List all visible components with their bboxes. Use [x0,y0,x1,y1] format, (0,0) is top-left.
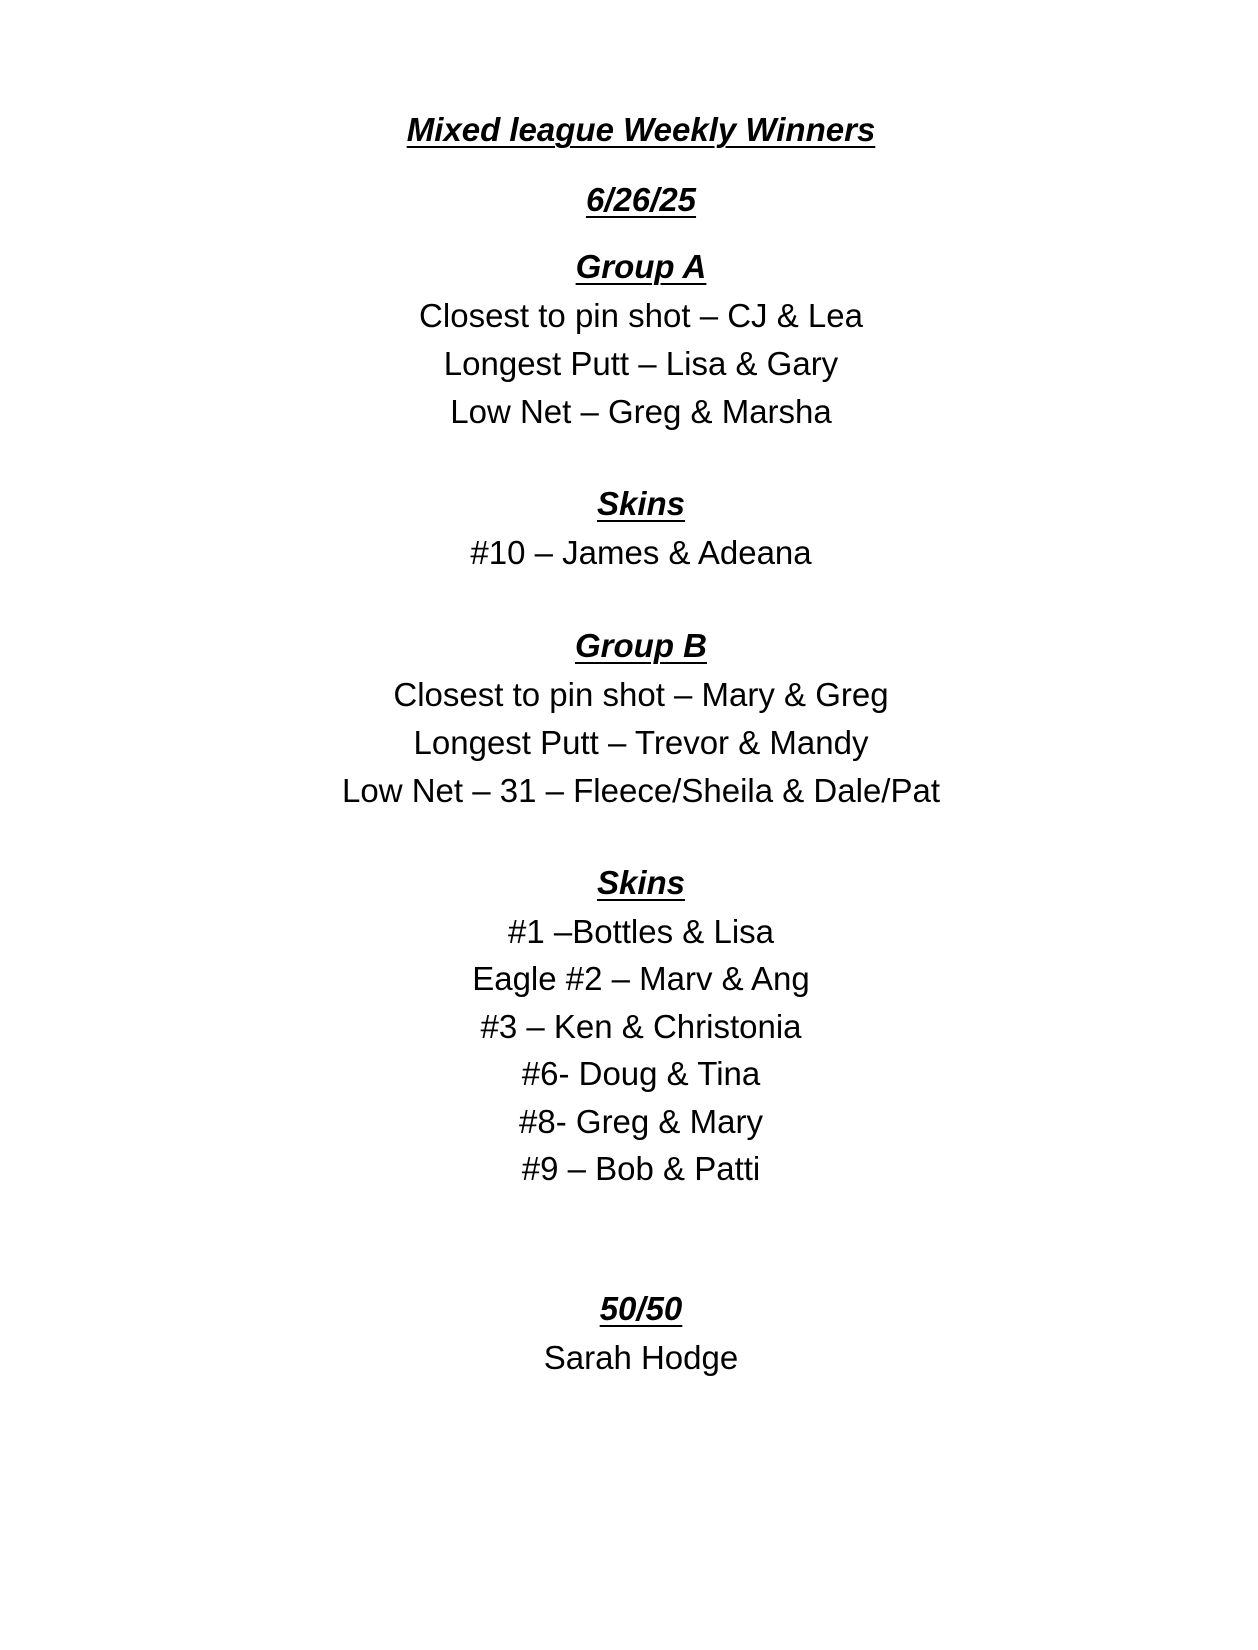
group-b-line: Low Net – 31 – Fleece/Sheila & Dale/Pat [341,772,940,809]
fifty-fifty-winner: Sarah Hodge [543,1339,739,1376]
document-date: 6/26/25 [585,181,697,218]
group-a-line: Closest to pin shot – CJ & Lea [419,297,863,334]
group-a-line: Longest Putt – Lisa & Gary [443,345,839,382]
skins-b-line: #9 – Bob & Patti [521,1150,761,1187]
skins-b-line: #3 – Ken & Christonia [480,1008,802,1045]
fifty-fifty-heading: 50/50 [599,1290,683,1327]
group-b-line: Longest Putt – Trevor & Mandy [413,724,869,761]
skins-b-line: #6- Doug & Tina [521,1055,761,1092]
document-title: Mixed league Weekly Winners [406,111,876,148]
skins-b-line: #8- Greg & Mary [519,1103,763,1140]
group-b-heading: Group B [575,627,707,664]
group-a-heading: Group A [575,248,707,285]
skins-b-line: Eagle #2 – Marv & Ang [472,960,810,997]
skins-a-line: #10 – James & Adeana [470,534,812,571]
group-a-line: Low Net – Greg & Marsha [450,393,832,430]
skins-b-heading: Skins [596,864,686,901]
skins-a-heading: Skins [596,485,686,522]
group-b-line: Closest to pin shot – Mary & Greg [393,676,889,713]
skins-b-line: #1 –Bottles & Lisa [508,913,774,950]
